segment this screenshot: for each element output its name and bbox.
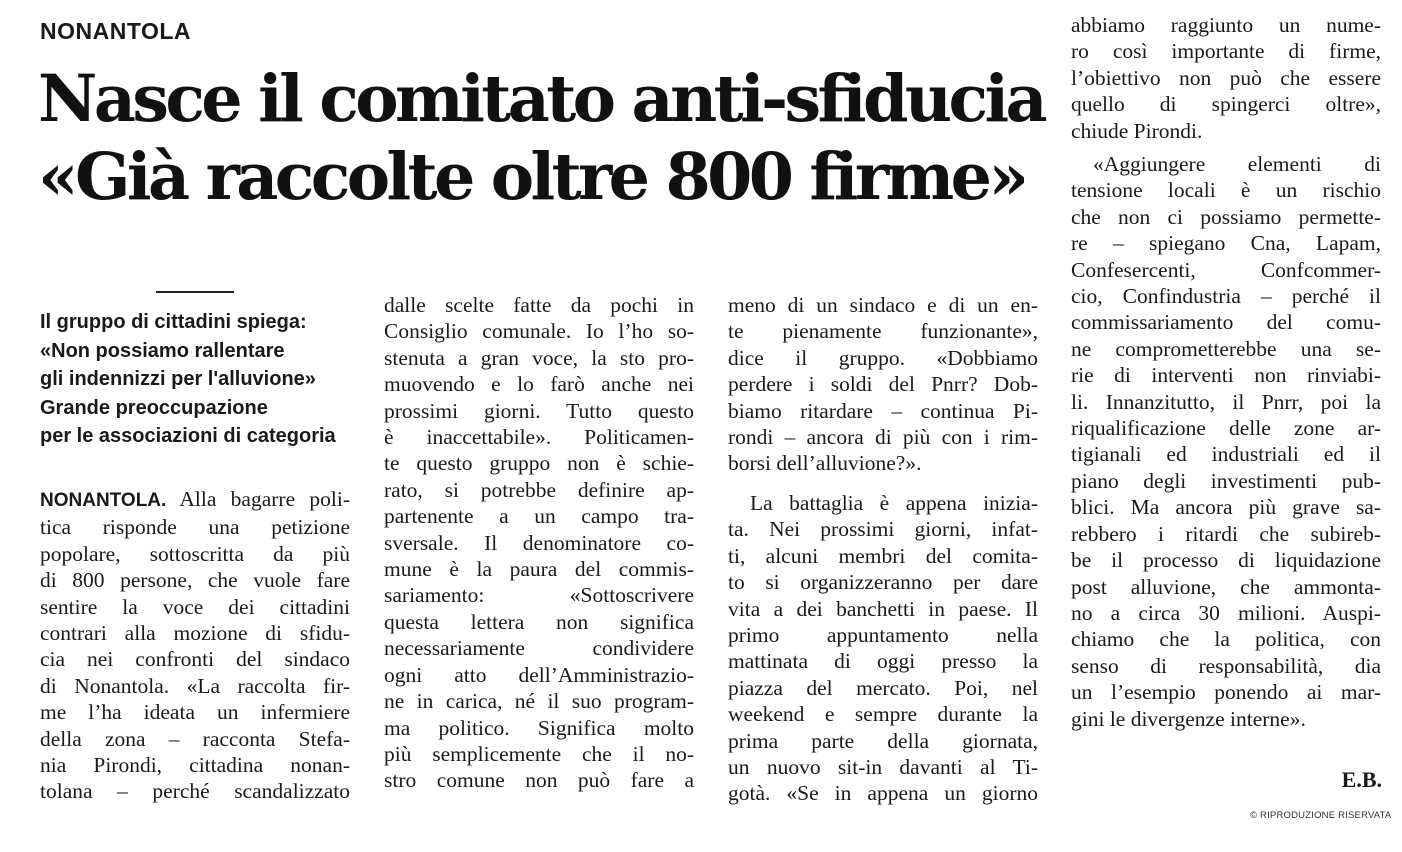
body-line: cio, Confindustria – perché il (1071, 284, 1381, 309)
body-line: quello di spingerci oltre», (1071, 92, 1381, 117)
body-line: sversale. Il denominatore co- (384, 530, 694, 555)
article-column-2 (384, 292, 694, 794)
summary-line: «Non possiamo rallentare (40, 339, 285, 362)
article-column-4 (1071, 12, 1381, 144)
body-line: gini le divergenze interne». (1071, 706, 1306, 731)
body-line: tensione locali è un rischio (1071, 178, 1381, 203)
headline-line: «Già raccolte oltre 800 firme» (38, 139, 1026, 215)
body-line: un nuovo sit-in davanti al Ti- (728, 755, 1038, 780)
summary-line: gli indennizzi per l'alluvione» (40, 368, 316, 390)
body-line: to si organizzeranno per dare (728, 570, 1038, 595)
body-line: rondi – ancora di più con i rim- (728, 425, 1038, 450)
body-line: senso di responsabilità, dia (1071, 653, 1381, 678)
body-line: no a circa 30 milioni. Auspi- (1071, 600, 1381, 625)
body-line: sentire la voce dei cittadini (40, 594, 350, 619)
body-line: nia Pirondi, cittadina nonan- (40, 753, 350, 778)
body-line: è inaccettabile». Politicamen- (384, 425, 694, 450)
article-column-3-paragraph (728, 490, 1038, 807)
body-line: di Nonantola. «La raccolta fir- (40, 673, 350, 698)
dateline: NONANTOLA. (40, 490, 167, 511)
article-column-1 (40, 486, 350, 805)
body-line: ne comprometterebbe una se- (1071, 336, 1381, 361)
article-column-4-paragraph (1071, 151, 1381, 732)
body-line: gotà. «Se in appena un giorno (728, 781, 1038, 806)
body-line: dice il gruppo. «Dobbiamo (728, 345, 1038, 370)
body-line: La battaglia è appena inizia- (750, 491, 1038, 515)
body-line: tolana – perché scandalizzato (40, 779, 350, 804)
section-kicker: NONANTOLA (40, 18, 192, 44)
summary-line: Il gruppo di cittadini spiega: (40, 311, 307, 333)
body-line: stro comune non può fare a (384, 768, 694, 793)
body-line: vita a dei banchetti in paese. Il (728, 596, 1038, 621)
body-line: ti, alcuni membri del comita- (728, 543, 1038, 568)
body-line: riqualificazione delle zone ar- (1071, 416, 1381, 441)
body-line: me l’ha ideata un infermiere (40, 700, 350, 725)
body-line: Confesercenti, Confcommer- (1071, 257, 1381, 282)
body-line: ne in carica, né il suo program- (384, 689, 694, 714)
body-line: perdere i soldi del Pnrr? Dob- (728, 372, 1038, 397)
body-line: rie di interventi non rinviabi- (1071, 363, 1381, 388)
body-line: re – spiegano Cna, Lapam, (1071, 231, 1381, 256)
body-line: mune è la paura del commis- (384, 557, 694, 582)
headline-line: Nasce il comitato anti-sfiducia (38, 61, 1045, 137)
summary-line: per le associazioni di categoria (40, 425, 336, 447)
body-line: della zona – racconta Stefa- (40, 726, 350, 751)
body-line: mattinata di oggi presso la (728, 649, 1038, 674)
body-line: post alluvione, che ammonta- (1071, 574, 1381, 599)
body-line: piano degli investimenti pub- (1071, 468, 1381, 493)
body-line: muovendo e lo farò anche nei (384, 372, 694, 397)
body-line: biamo ritardare – continua Pi- (728, 398, 1038, 423)
body-line: meno di un sindaco e di un en- (728, 293, 1038, 317)
body-line: «Aggiungere elementi di (1093, 152, 1381, 176)
summary-line: Grande preoccupazione (40, 396, 268, 419)
body-line: abbiamo raggiunto un nume- (1071, 13, 1381, 37)
body-line: te pienamente funzionante», (728, 319, 1038, 344)
body-line: ta. Nei prossimi giorni, infat- (728, 517, 1038, 542)
body-line: cia nei confronti del sindaco (40, 647, 350, 672)
body-line: ma politico. Significa molto (384, 715, 694, 740)
body-line: ogni atto dell’Amministrazio- (384, 662, 694, 687)
body-line: questa lettera non significa (384, 609, 694, 634)
body-line: borsi dell’alluvione?». (728, 451, 922, 476)
body-line: dalle scelte fatte da pochi in (384, 293, 694, 317)
body-line: contrari alla mozione di sfidu- (40, 621, 350, 646)
body-line: commissariamento del comu- (1071, 310, 1381, 335)
body-line: sariamento: «Sottoscrivere (384, 583, 694, 608)
body-line: popolare, sottoscritta da più (40, 541, 350, 566)
headline (38, 60, 1048, 216)
body-line: partenente a un campo tra- (384, 504, 694, 529)
body-text: Alla bagarre poli- (166, 487, 350, 511)
body-line: chiude Pirondi. (1071, 118, 1203, 143)
body-line: rebbero i ritardi che subireb- (1071, 521, 1381, 546)
body-line: prima parte della giornata, (728, 728, 1038, 753)
body-line: stenuta a gran voce, la sto pro- (384, 345, 694, 370)
divider-rule (156, 291, 234, 293)
body-line: be il processo di liquidazione (1071, 548, 1381, 573)
body-line: weekend e sempre durante la (728, 702, 1038, 727)
author-signature: E.B. (1341, 767, 1382, 792)
body-line: più semplicemente che il no- (384, 741, 694, 766)
body-line: blici. Ma ancora più grave sa- (1071, 495, 1381, 520)
body-line: tigianali ed industriali ed il (1071, 442, 1381, 467)
body-line: primo appuntamento nella (728, 623, 1038, 648)
body-line: che non ci possiamo permette- (1071, 204, 1381, 229)
summary-box (40, 308, 360, 451)
body-line: rato, si potrebbe definire ap- (384, 477, 694, 502)
body-line: un l’esempio ponendo ai mar- (1071, 680, 1381, 705)
body-line: Consiglio comunale. Io l’ho so- (384, 319, 694, 344)
body-line-first (40, 486, 350, 514)
copyright-notice: © RIPRODUZIONE RISERVATA (1250, 810, 1392, 821)
body-line: prossimi giorni. Tutto questo (384, 398, 694, 423)
article-column-3 (728, 292, 1038, 477)
body-line: piazza del mercato. Poi, nel (728, 675, 1038, 700)
body-line: di 800 persone, che vuole fare (40, 568, 350, 593)
body-line: chiamo che la politica, con (1071, 627, 1381, 652)
body-line: ro così importante di firme, (1071, 39, 1381, 64)
body-line: li. Innanzitutto, il Pnrr, poi la (1071, 389, 1381, 414)
body-line: tica risponde una petizione (40, 515, 350, 540)
body-line: te questo gruppo non è schie- (384, 451, 694, 476)
body-line: necessariamente condividere (384, 636, 694, 661)
body-line: l’obiettivo non può che essere (1071, 65, 1381, 90)
